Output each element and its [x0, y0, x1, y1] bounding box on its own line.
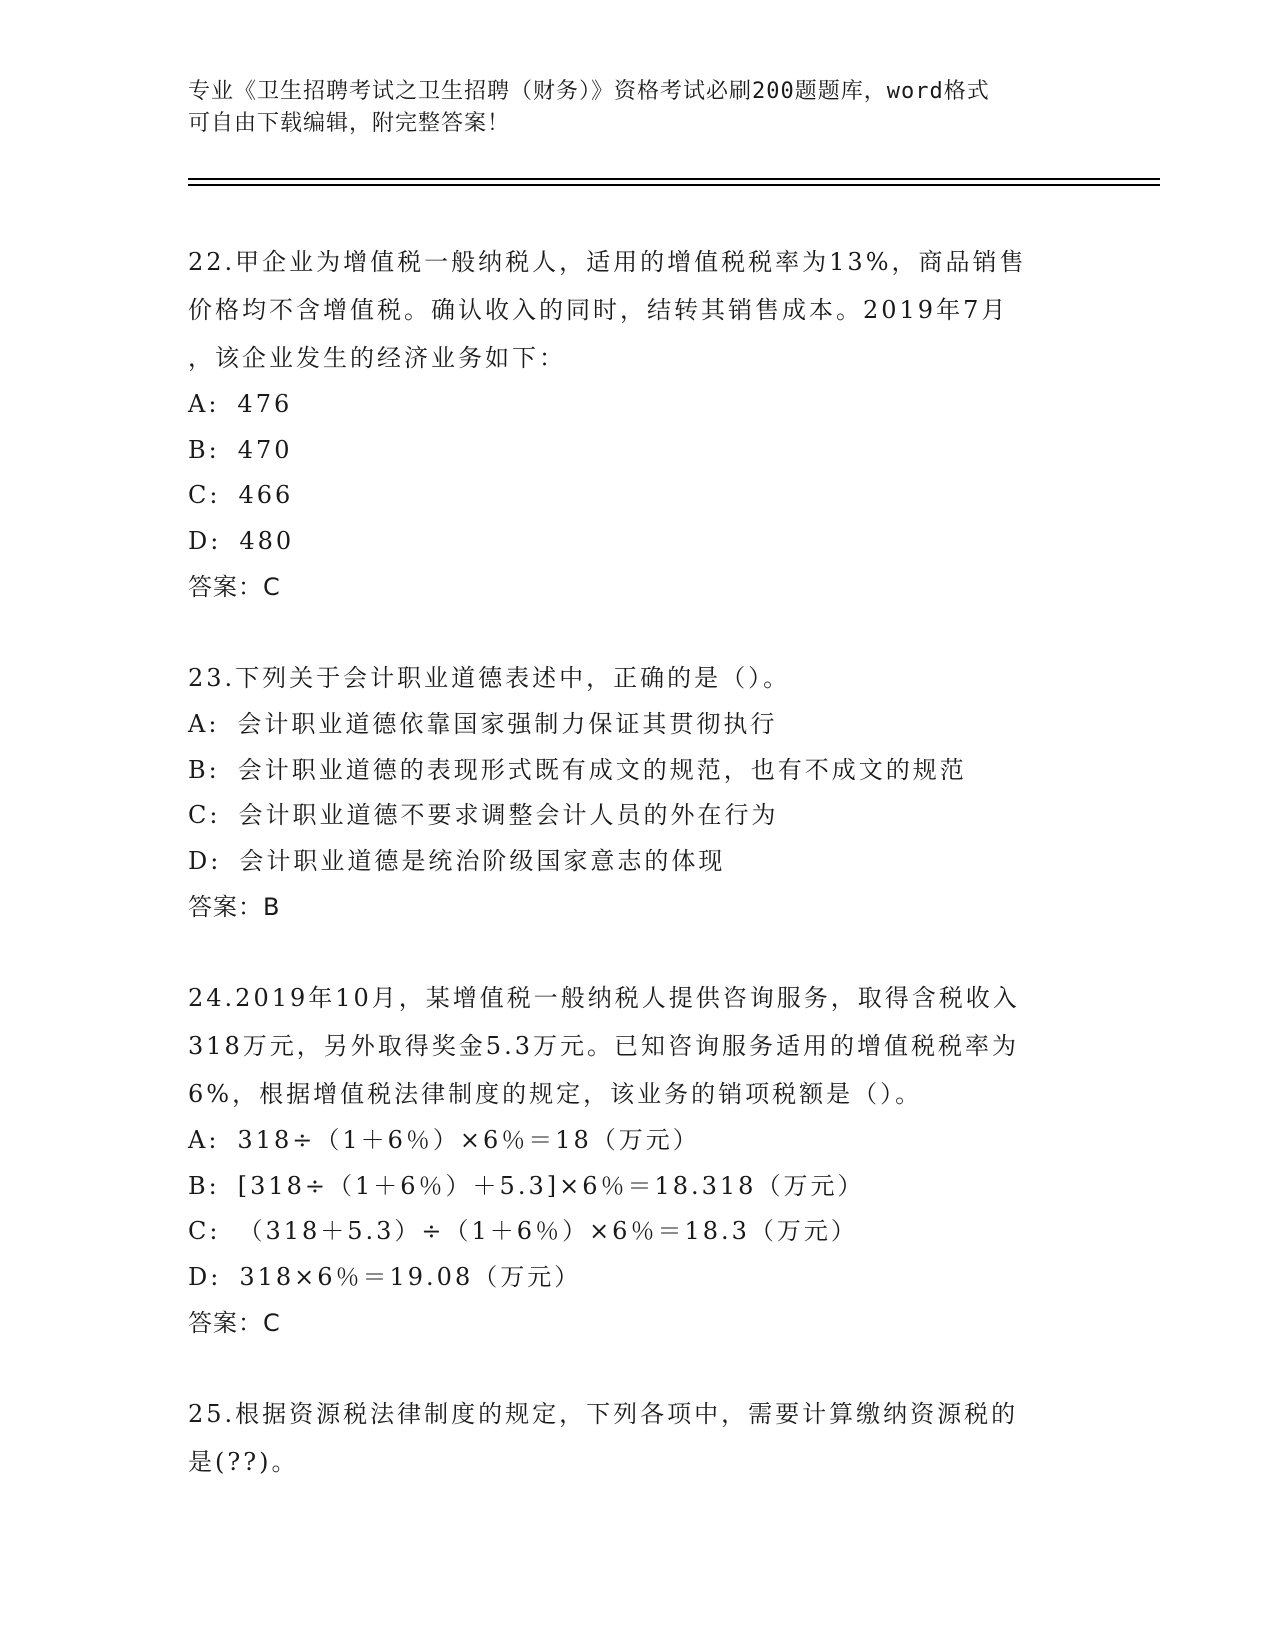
option-b	[188, 428, 1088, 474]
question-22	[188, 238, 1088, 610]
question-line: 22.甲企业为增值税一般纳税人，适用的增值税税率为13%，商品销售	[188, 248, 1027, 276]
option-key: C:	[188, 801, 221, 829]
header-divider	[188, 178, 1160, 180]
option-text: 会计职业道德依靠国家强制力保证其贯彻执行	[237, 710, 778, 738]
answer-line: 答案：B	[188, 893, 281, 921]
option-text: 480	[239, 526, 295, 555]
option-d	[188, 519, 1088, 565]
option-key: D:	[188, 526, 222, 555]
option-b	[188, 748, 1088, 794]
option-text: 318÷（1＋6％）×6％＝18（万元）	[237, 1126, 700, 1154]
option-a	[188, 1118, 1088, 1164]
question-stem	[188, 238, 1088, 382]
option-text: 会计职业道德是统治阶级国家意志的体现	[239, 846, 726, 875]
answer-line: 答案：C	[188, 573, 281, 601]
question-stem	[188, 1390, 1088, 1486]
question-list	[188, 238, 1088, 1530]
question-line: 23.下列关于会计职业道德表述中，正确的是（）。	[188, 664, 791, 692]
option-d	[188, 1255, 1088, 1301]
option-key: C:	[188, 1217, 221, 1245]
question-line: 318万元，另外取得奖金5.3万元。已知咨询服务适用的增值税税率为	[188, 1032, 1019, 1060]
question-line: 6%，根据增值税法律制度的规定，该业务的销项税额是（）。	[188, 1080, 923, 1108]
answer-line: 答案：C	[188, 1309, 281, 1337]
option-text: 466	[238, 481, 294, 509]
header-line: 专业《卫生招聘考试之卫生招聘（财务）》资格考试必刷200题题库，word格式	[188, 79, 990, 104]
header-line: 可自由下载编辑，附完整答案！	[188, 111, 511, 136]
option-key: D:	[188, 1262, 222, 1291]
option-text: [318÷（1＋6％）＋5.3]×6％＝18.318（万元）	[237, 1171, 865, 1200]
header-divider	[188, 184, 1160, 186]
option-text: 476	[237, 390, 293, 418]
option-key: B:	[188, 755, 220, 784]
question-line: 价格均不含增值税。确认收入的同时，结转其销售成本。2019年7月	[188, 296, 1009, 324]
question-25	[188, 1390, 1088, 1486]
question-stem	[188, 974, 1088, 1118]
question-23	[188, 654, 1088, 930]
option-text: 会计职业道德的表现形式既有成文的规范，也有不成文的规范	[237, 755, 967, 784]
option-text: 470	[237, 435, 293, 464]
question-line: 25.根据资源税法律制度的规定，下列各项中，需要计算缴纳资源税的	[188, 1400, 1019, 1428]
question-line: 是(??)。	[188, 1448, 299, 1476]
option-c	[188, 473, 1088, 519]
option-key: A:	[188, 710, 220, 738]
option-key: B:	[188, 435, 220, 464]
option-key: C:	[188, 481, 221, 509]
option-a	[188, 702, 1088, 748]
option-text: 会计职业道德不要求调整会计人员的外在行为	[238, 801, 779, 829]
option-b	[188, 1164, 1088, 1210]
document-header	[188, 76, 1088, 140]
question-stem	[188, 654, 1088, 702]
option-key: B:	[188, 1171, 220, 1200]
option-a	[188, 382, 1088, 428]
option-key: D:	[188, 846, 222, 875]
option-key: A:	[188, 390, 220, 418]
option-key: A:	[188, 1126, 220, 1154]
question-line: 24.2019年10月，某增值税一般纳税人提供咨询服务，取得含税收入	[188, 984, 1020, 1012]
option-text: （318＋5.3）÷（1＋6％）×6％＝18.3（万元）	[238, 1217, 858, 1245]
question-line: ，该企业发生的经济业务如下：	[188, 344, 566, 372]
option-c	[188, 1209, 1088, 1255]
question-24	[188, 974, 1088, 1346]
option-text: 318×6％＝19.08（万元）	[239, 1262, 582, 1291]
option-d	[188, 839, 1088, 885]
option-c	[188, 793, 1088, 839]
